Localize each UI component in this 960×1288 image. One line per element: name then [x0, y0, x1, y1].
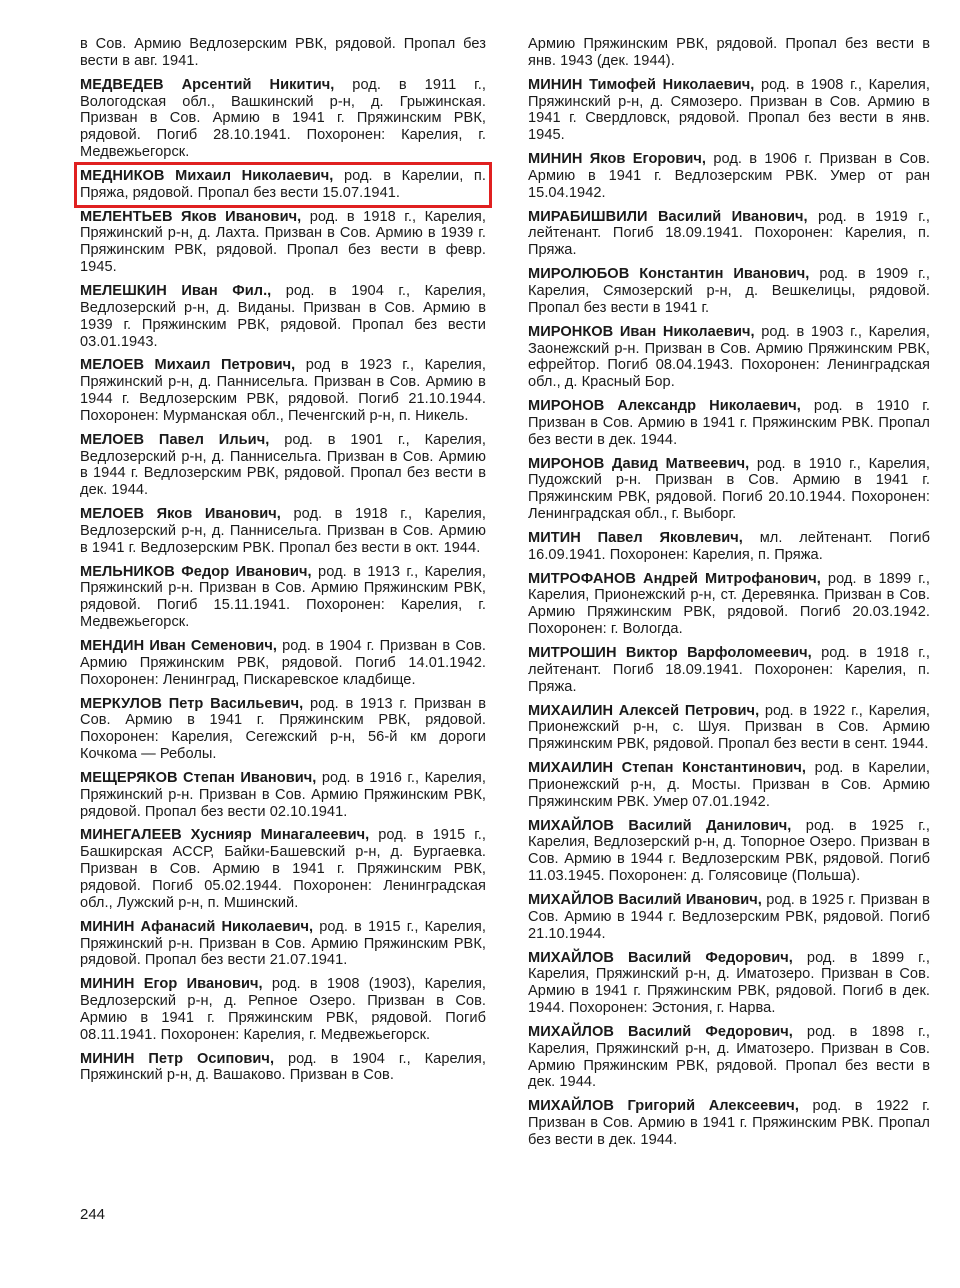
- person-name: МЕНДИН Иван Семенович,: [80, 638, 277, 654]
- person-name: МИНИН Яков Егорович,: [528, 151, 707, 168]
- record-entry: [528, 760, 930, 811]
- record-text: род. в 1913 г., Карелия, Пряжинский р-н. Призван в Сов. Армию Пряжинским РВК, рядовой. Погиб 15.11.1941. Похоронен: Карелия, г. Медвежьегорск.: [80, 563, 486, 631]
- person-name: МИНИН Тимофей Николаевич,: [528, 76, 755, 93]
- person-name: МЕЛОЕВ Михаил Петрович,: [80, 357, 296, 374]
- person-name: МИХАЙЛОВ Василий Федорович,: [528, 1023, 793, 1040]
- record-continuation: [528, 36, 930, 70]
- record-text: род. в 1918 г., лейтенант. Погиб 18.09.1941. Похоронен: Карелия, п. Пряжа.: [528, 645, 930, 695]
- record-entry: [528, 1024, 930, 1091]
- record-entry: [80, 919, 486, 970]
- record-text: род. в 1908 г., Карелия, Пряжинский р-н, д. Сямозеро. Призван в Сов. Армию в 1941 г. Свердловск, рядовой. Пропал без вести в янв. 1945.: [528, 76, 930, 144]
- record-entry: [528, 892, 930, 943]
- record-text: род. в 1904 г. Призван в Сов. Армию Пряжинским РВК, рядовой. Погиб 14.01.1942. Похоронен: Ленинград, Пискаревское кладбище.: [80, 638, 487, 688]
- person-name: МЕДВЕДЕВ Арсентий Никитич,: [80, 76, 335, 93]
- person-name: МЕРКУЛОВ Петр Васильевич,: [80, 695, 304, 712]
- record-entry: [528, 818, 930, 885]
- person-name: МИТРОШИН Виктор Варфоломеевич,: [528, 645, 812, 661]
- record-entry: [528, 398, 930, 449]
- person-name: МЕЛОЕВ Яков Иванович,: [80, 506, 281, 523]
- person-name: МИХАИЛИН Алексей Петрович,: [528, 702, 760, 719]
- person-name: МЕЛЬНИКОВ Федор Иванович,: [80, 563, 312, 580]
- record-entry: [528, 571, 930, 638]
- record-entry: [80, 432, 486, 499]
- person-name: МИТИН Павел Яковлевич,: [528, 529, 743, 546]
- record-text: род. в 1915 г., Карелия, Пряжинский р-н. Призван в Сов. Армию Пряжинским РВК, рядовой. Пропал без вести 21.07.1941.: [80, 918, 486, 969]
- person-name: МИХАЙЛОВ Григорий Алексеевич,: [528, 1098, 799, 1115]
- person-name: МИРОНОВ Давид Матвеевич,: [528, 455, 750, 472]
- record-entry: [528, 703, 930, 754]
- record-entry: [80, 506, 486, 557]
- person-name: МИХАЙЛОВ Василий Данилович,: [528, 817, 792, 834]
- record-text: род. в Карелии, п. Пряжа, рядовой. Пропал без вести 15.07.1941.: [80, 167, 486, 201]
- record-text: род. в 1918 г., Карелия, Ведлозерский р-н, д. Паннисельга. Призван в Сов. Армию в 1941 г. Ведлозерским РВК. Пропал без вести в окт. 1944.: [80, 506, 486, 556]
- record-text: род. в 1925 г., Карелия, Ведлозерский р-н, д. Топорное Озеро. Призван в Сов. Армию в 1944 г. Ведлозерским РВК, рядовой. Погиб 11.03.1945. Похоронен: д. Голясовице (Польша).: [528, 817, 930, 885]
- record-text: род. в 1911 г., Вологодская обл., Вашкинский р-н, д. Грыжинская. Призван в Сов. Армию в 1941 г. Пряжинским РВК, рядовой. Погиб 28.10.1941. Похоронен: Карелия, г. Медвежьегорск.: [80, 76, 486, 161]
- record-entry: [528, 209, 930, 260]
- person-name: МЕЛЕНТЬЕВ Яков Иванович,: [80, 208, 302, 225]
- record-entry: [80, 1051, 486, 1085]
- record-text: род. в 1904 г., Карелия, Пряжинский р-н, д. Вашаково. Призван в Сов.: [80, 1050, 486, 1084]
- record-entry: [528, 530, 930, 564]
- record-entry: [80, 209, 486, 276]
- person-name: МИХАЙЛОВ Василий Федорович,: [528, 949, 793, 966]
- record-text: род. в 1922 г. Призван в Сов. Армию в 1941 г. Пряжинским РВК. Пропал без вести в дек. 1944.: [528, 1098, 931, 1148]
- record-text: род. в 1925 г. Призван в Сов. Армию в 1944 г. Ведлозерским РВК, рядовой. Погиб 21.10.1944.: [528, 891, 930, 942]
- record-text: род. в 1906 г. Призван в Сов. Армию в 1941 г. Ведлозерским РВК. Умер от ран 15.04.1942.: [528, 151, 930, 201]
- left-column: [80, 36, 486, 1091]
- record-text: в Сов. Армию Ведлозерским РВК, рядовой. Пропал без вести в авг. 1941.: [80, 36, 486, 69]
- person-name: МЕЩЕРЯКОВ Степан Иванович,: [80, 769, 317, 786]
- person-name: МИРОНКОВ Иван Николаевич,: [528, 323, 755, 340]
- record-text: род. в 1922 г., Карелия, Прионежский р-н, с. Шуя. Призван в Сов. Армию Пряжинским РВК, рядовой. Пропал без вести в сент. 1944.: [528, 702, 930, 753]
- record-text: род. в 1913 г. Призван в Сов. Армию в 1941 г. Пряжинским РВК, рядовой. Похоронен: Карелия, Сегежский р-н, 56-й км дороги Кочкома — Реболы.: [80, 695, 486, 763]
- record-entry: [528, 77, 930, 144]
- person-name: МИХАИЛИН Степан Константинович,: [528, 760, 807, 777]
- record-text: род. в 1903 г., Карелия, Заонежский р-н. Призван в Сов. Армию Пряжинским РВК, ефрейтор. Погиб 08.04.1943. Похоронен: Ленинградская обл., д. Красный Бор.: [528, 323, 930, 391]
- record-text: род. в 1904 г., Карелия, Ведлозерский р-н, д. Виданы. Призван в Сов. Армию в 1939 г. Пряжинским РВК, рядовой. Пропал без вести 03.01.1943.: [80, 282, 486, 350]
- record-entry: [80, 976, 486, 1043]
- person-name: МИТРОФАНОВ Андрей Митрофанович,: [528, 570, 821, 587]
- record-entry: [80, 357, 486, 424]
- record-entry: [528, 456, 930, 523]
- person-name: МЕДНИКОВ Михаил Николаевич,: [80, 167, 334, 184]
- record-entry: [528, 645, 930, 696]
- person-name: МИХАЙЛОВ Василий Иванович,: [528, 891, 762, 908]
- record-text: род. в 1899 г., Карелия, Пряжинский р-н, д. Иматозеро. Призван в Сов. Армию в 1941 г. Пряжинским РВК, рядовой. Погиб в дек. 1944. Похоронен: Эстония, г. Нарва.: [528, 949, 930, 1017]
- record-entry: [80, 770, 486, 821]
- record-text: род. в 1898 г., Карелия, Пряжинский р-н, д. Иматозеро. Призван в Сов. Армию Пряжинским РВК, рядовой. Пропал без вести в дек. 1944.: [528, 1023, 930, 1091]
- record-entry: [80, 283, 486, 350]
- person-name: МИНЕГАЛЕЕВ Хуснияр Минагалеевич,: [80, 827, 370, 844]
- record-text: род. в 1919 г., лейтенант. Погиб 18.09.1941. Похоронен: Карелия, п. Пряжа.: [528, 208, 930, 259]
- record-text: род. в 1918 г., Карелия, Пряжинский р-н, д. Лахта. Призван в Сов. Армию в 1939 г. Пряжинским РВК, рядовой. Пропал без вести в февр. 1945.: [80, 208, 486, 276]
- record-text: род в 1923 г., Карелия, Пряжинский р-н, д. Паннисельга. Призван в Сов. Армию в 1944 г. Ведлозерским РВК, рядовой. Погиб 21.10.1944. Похоронен: Мурманская обл., Печенгский р-н, п. Никель.: [80, 357, 486, 424]
- record-entry: [80, 696, 486, 763]
- record-entry: [528, 1098, 930, 1149]
- record-text: Армию Пряжинским РВК, рядовой. Пропал без вести в янв. 1943 (дек. 1944).: [528, 36, 930, 69]
- record-text: род. в 1915 г., Башкирская АССР, Байки-Башевский р-н, д. Бургаевка. Призван в Сов. Армию в 1941 г. Пряжинским РВК, рядовой. Погиб 05.02.1944. Похоронен: Ленинградская обл., Лужский р-н, п. Мшинский.: [80, 827, 486, 911]
- person-name: МИНИН Петр Осипович,: [80, 1050, 275, 1067]
- person-name: МЕЛЕШКИН Иван Фил.,: [80, 282, 272, 299]
- record-text: род. в 1916 г., Карелия, Пряжинский р-н. Призван в Сов. Армию Пряжинским РВК, рядовой. Пропал без вести 02.10.1941.: [80, 769, 486, 820]
- record-entry: [528, 266, 930, 317]
- record-entry: [528, 151, 930, 202]
- person-name: МИРАБИШВИЛИ Василий Иванович,: [528, 208, 808, 225]
- person-name: МИРОЛЮБОВ Константин Иванович,: [528, 266, 810, 283]
- record-text: род. в 1909 г., Карелия, Сямозерский р-н, д. Вешкелицы, рядовой. Пропал без вести в 1941 г.: [528, 266, 930, 316]
- record-entry: [80, 638, 486, 689]
- right-column: [528, 36, 930, 1156]
- person-name: МЕЛОЕВ Павел Ильич,: [80, 431, 270, 448]
- record-text: род. в Карелии, Прионежский р-н, д. Мосты. Призван в Сов. Армию Пряжинским РВК. Умер 07.01.1942.: [528, 760, 930, 810]
- record-entry: [80, 77, 486, 161]
- record-text: мл. лейтенант. Погиб 16.09.1941. Похоронен: Карелия, п. Пряжа.: [528, 529, 930, 563]
- record-text: род. в 1908 (1903), Карелия, Ведлозерский р-н, д. Репное Озеро. Призван в Сов. Армию в 1941 г. Пряжинским РВК, рядовой. Погиб 08.11.1941. Похоронен: Карелия, г. Медвежьегорск.: [80, 976, 486, 1043]
- page-number: 244: [80, 1206, 106, 1223]
- record-text: род. в 1910 г., Карелия, Пудожский р-н. Призван в Сов. Армию в 1941 г. Пряжинским РВК, рядовой. Погиб 20.10.1944. Похоронен: Ленинградская обл., г. Выборг.: [528, 455, 930, 523]
- record-text: род. в 1910 г. Призван в Сов. Армию в 1941 г. Пряжинским РВК. Пропал без вести в дек. 1944.: [528, 398, 930, 448]
- record-entry: [528, 324, 930, 391]
- person-name: МИРОНОВ Александр Николаевич,: [528, 398, 801, 415]
- person-name: МИНИН Афанасий Николаевич,: [80, 918, 314, 935]
- record-entry: [80, 827, 486, 911]
- record-continuation: [80, 36, 486, 70]
- record-text: род. в 1901 г., Карелия, Ведлозерский р-н, д. Паннисельга. Призван в Сов. Армию в 1944 г. Ведлозерским РВК, рядовой. Пропал без вести в дек. 1944.: [80, 431, 486, 499]
- person-name: МИНИН Егор Иванович,: [80, 976, 263, 993]
- record-entry: [80, 564, 486, 631]
- highlighted-record-entry: [80, 168, 486, 202]
- record-text: род. в 1899 г., Карелия, Прионежский р-н, ст. Деревянка. Призван в Сов. Армию Пряжинским РВК, рядовой. Погиб 20.03.1942. Похоронен: г. Вологда.: [528, 570, 931, 638]
- record-entry: [528, 950, 930, 1017]
